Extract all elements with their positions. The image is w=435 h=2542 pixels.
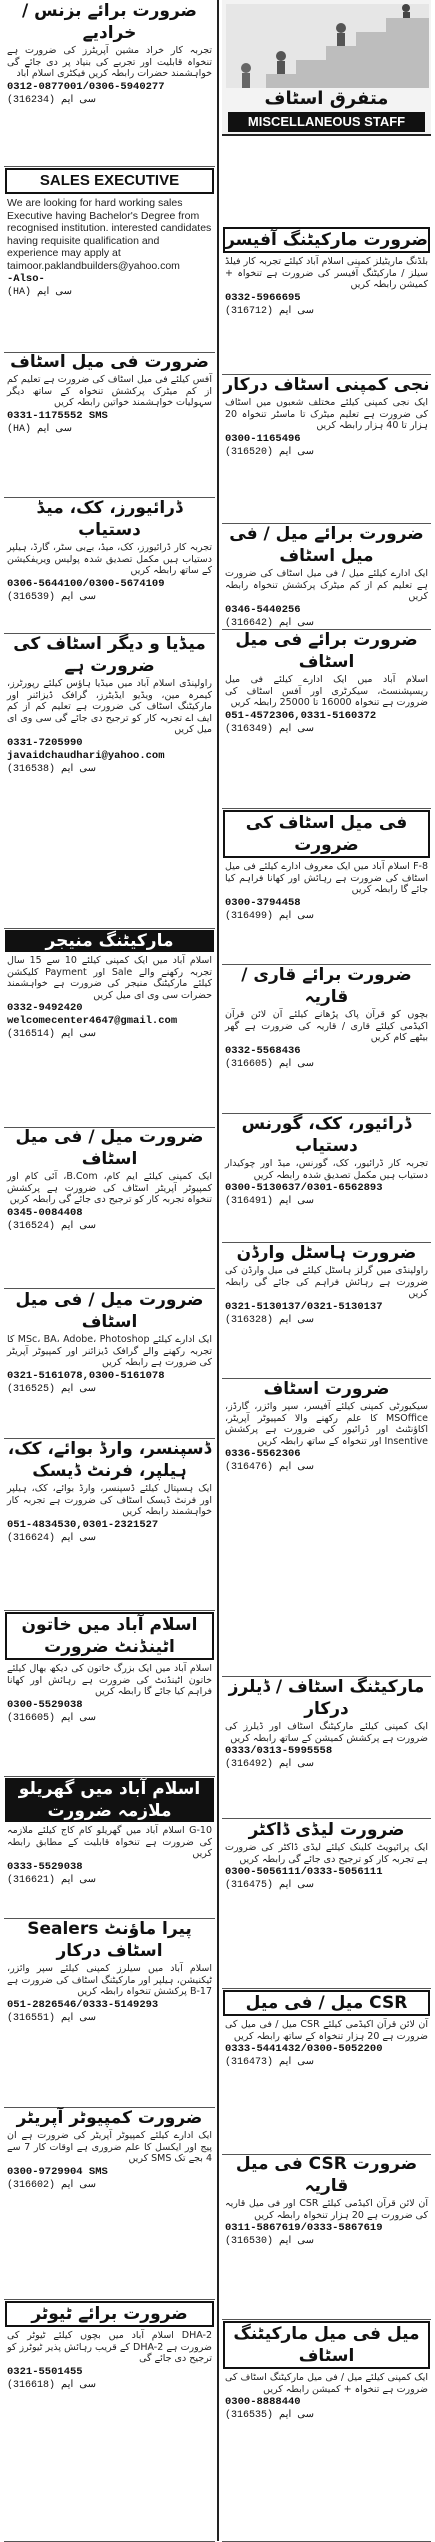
ad-title: ضرورت برائے بزنس / خرادیے <box>22 1 197 43</box>
ad-body: راولپنڈی میں گرلز ہاسٹل کیلئے فی میل وارڈن کی ضرورت ہے رہائش فراہم کی جائے گی رابطہ کریں <box>225 1265 428 1299</box>
ad-contact: 0333-5529038 <box>7 1860 83 1873</box>
ad-title: پیرا ماؤنٹ Sealers اسٹاف درکار <box>27 1919 192 1961</box>
ad-body: ایک کمپنی کیلئے مارکیٹنگ اسٹاف اور ڈیلرز کی ضرورت ہے پرکشش کمیشن کے ساتھ رابطہ کریں <box>225 1721 428 1744</box>
classified-ad <box>4 1438 215 1611</box>
ad-title: میڈیا و دیگر اسٹاف کی ضرورت ہے <box>13 634 206 676</box>
classified-ad <box>4 2299 215 2542</box>
ad-contact: 0311-5867619/0333-5867619 <box>225 2222 383 2234</box>
ad-title: مارکیٹنگ اسٹاف / ڈیلرز درکار <box>228 1677 425 1719</box>
ad-body: ایک ادارے کیلئے کمپیوٹر آپریٹر کی ضرورت ہے ان پیج اور ایکسل کا علم ضروری ہے اوقات کار 7 سے 4 بجے تک SMS کریں <box>7 2130 212 2164</box>
classified-ad <box>4 497 215 634</box>
staircase-illustration <box>226 4 429 88</box>
ad-contact: 0333-5441432/0300-5052200 <box>225 2043 383 2055</box>
right-column <box>222 0 431 2541</box>
ad-reference: (316234) سی ایم <box>7 94 96 106</box>
classified-ad <box>4 928 215 1128</box>
ad-body: اسلام آباد میں سیلرز کمپنی کیلئے سپر وائزر، ٹیکنیشن، ہیلپر اور مارکیٹنگ اسٹاف کی ضرورت ہے B-17 پرکشش تنخواہ رابطہ کریں <box>7 1963 212 1997</box>
ad-title: SALES EXECUTIVE <box>5 168 214 194</box>
ad-reference: (316539) سی ایم <box>7 591 96 603</box>
ad-reference: (316602) سی ایم <box>7 2179 96 2191</box>
ad-reference: (316520) سی ایم <box>225 446 314 458</box>
classified-ad <box>4 1610 215 1777</box>
ad-body: اسلام آباد میں ایک بزرگ خاتون کی دیکھ بھال کیلئے خاتون اٹینڈنٹ کی ضرورت ہے رہائش اور کھانا فراہم کیا جائے گا رابطہ کریں <box>7 1663 212 1697</box>
ad-title: ڈرائیور، کک، گورنس دستیاب <box>241 1114 412 1156</box>
ad-reference: (316491) سی ایم <box>225 1196 314 1207</box>
ad-contact: 051-2826546/0333-5149293 <box>7 1998 159 2011</box>
ad-body: ایک ہسپتال کیلئے ڈسپنسر، وارڈ بوائے، کک، ہیلپر اور فرنٹ ڈیسک اسٹاف کی ضرورت ہے تجربہ کار خواہشمند رابطہ کریں <box>7 1483 212 1517</box>
ad-contact: 0332-5568436 <box>225 1044 301 1057</box>
classified-ad <box>4 1776 215 1919</box>
ad-reference: (316712) سی ایم <box>225 305 314 317</box>
ad-body: ایک ادارے کیلئے میل / فی میل اسٹاف کی ضرورت ہے تعلیم کم از کم میٹرک پرکشش تنخواہ رابطہ کریں <box>225 568 428 602</box>
ad-body: ایک نجی کمپنی کیلئے مختلف شعبوں میں اسٹاف کی ضرورت ہے تعلیم میٹرک تا ماسٹر تنخواہ 20 ہزار تا 40 ہزار رابطہ کریں <box>225 397 428 431</box>
ad-body: G-10 اسلام آباد میں گھریلو کام کاج کیلئے ملازمہ کی ضرورت ہے تنخواہ قابلیت کے مطابق رابطہ کریں <box>7 1825 212 1859</box>
ad-body: آفس کیلئے فی میل اسٹاف کی ضرورت ہے تعلیم کم از کم میٹرک پرکشش تنخواہ کے ساتھ دیگر سہولیات خواہشمند خواتین رابطہ کریں <box>7 374 212 408</box>
ad-contact: 0345-0084408 <box>7 1206 83 1219</box>
classified-ad <box>222 2153 431 2320</box>
classified-ad <box>222 1819 431 1989</box>
ad-body: ایک کمپنی کیلئے میل / فی میل مارکیٹنگ اسٹاف کی ضرورت ہے تنخواہ + کمیشن رابطہ کریں <box>225 2372 428 2395</box>
ad-reference: (316328) سی ایم <box>225 1314 314 1326</box>
section-banner <box>222 0 431 136</box>
ad-contact: 0331-7205990 javaidchaudhari@yahoo.com <box>7 736 165 762</box>
ad-body: DHA-2 اسلام آباد میں بچوں کیلئے ٹیوٹر کی ضرورت ہے DHA-2 کے قریب رہائش پذیر ٹیوٹرز کو ترجیح دی جائے گی <box>7 2330 213 2364</box>
ad-contact: 0346-5440256 <box>225 603 301 616</box>
ad-body: ایک ادارے کیلئے MSc، BA، Adobe، Photoshop کا تجربہ رکھنے والے گرافک ڈیزائنر اور کمپیوٹر آپریٹر کی ضرورت ہے رابطہ کریں <box>7 1334 213 1368</box>
ad-title: ضرورت برائے فی میل اسٹاف <box>235 630 418 672</box>
ad-contact: 0300-8888440 <box>225 2396 301 2408</box>
ad-body: ایک کمپنی کیلئے ایم کام، B.Com، آئی کام اور کمپیوٹر آپریٹر اسٹاف کی ضرورت ہے پرکشش تنخواہ تجربہ کار کو ترجیح دی جائے گی رابطہ کریں <box>7 1171 212 1205</box>
ad-title: ضرورت میل / فی میل اسٹاف <box>15 1290 204 1332</box>
ad-reference: (316618) سی ایم <box>7 2379 96 2391</box>
ad-title: ڈسپنسر، وارڈ بوائے، کک، ہیلپر، فرنٹ ڈیسک <box>7 1439 212 1481</box>
ad-reference: (316525) سی ایم <box>7 1383 96 1395</box>
ad-reference: (316624) سی ایم <box>7 1532 96 1544</box>
ad-title: ضرورت ہاسٹل وارڈن <box>236 1243 417 1263</box>
banner-title-urdu: متفرق اسٹاف <box>264 88 389 109</box>
ad-title: ڈرائیورز، کک، میڈ دستیاب <box>36 498 183 540</box>
ad-contact: 0331-1175552 SMS <box>7 409 108 422</box>
ad-title: مارکیٹنگ منیجر <box>5 930 214 952</box>
classified-ad <box>222 808 431 965</box>
classified-ad <box>4 351 215 498</box>
ad-contact: 051-4572306,0331-5160372 <box>225 709 377 722</box>
ad-title: ضرورت برائے قاری / قاریہ <box>241 965 412 1007</box>
ad-title: CSR میل / فی میل <box>223 1990 430 2016</box>
ad-title: اسلام آباد میں خاتون اٹینڈنٹ ضرورت <box>5 1612 214 1660</box>
classified-ad <box>4 1126 215 1289</box>
ad-contact: 051-4834530,0301-2321527 <box>7 1518 159 1531</box>
ad-contact: 0332-9492420 welcomecenter4647@gmail.com <box>7 1002 178 1027</box>
ad-title: ضرورت برائے میل / فی میل اسٹاف <box>229 524 424 566</box>
ad-contact: 0300-1165496 <box>225 432 301 445</box>
ad-body: تجربہ کار خراد مشین آپریٹرز کی ضرورت ہے تنخواہ قابلیت اور تجربے کی بنیاد پر دی جائے گی خواہشمند حضرات رابطہ کریں فیکٹری اسلام آباد <box>7 45 212 79</box>
classified-ad <box>222 1676 431 1819</box>
classified-ad <box>222 523 431 630</box>
classified-ad <box>222 1113 431 1243</box>
classified-ad <box>222 1378 431 1677</box>
left-column <box>4 0 215 2541</box>
classified-ad <box>222 1242 431 1379</box>
ad-title: نجی کمپنی اسٹاف درکار <box>223 375 430 395</box>
classified-ad <box>4 1918 215 2108</box>
ad-contact: 0306-5644100/0300-5674109 <box>7 577 165 590</box>
ad-contact: 0333/0313-5995558 <box>225 1745 333 1757</box>
ad-title: ضرورت اسٹاف <box>263 1379 390 1399</box>
ad-contact: 0312-0877001/0306-5940277 <box>7 80 165 93</box>
classified-ad <box>222 964 431 1114</box>
ad-title: میل فی میل مارکیٹنگ اسٹاف <box>223 2321 430 2369</box>
classified-ad <box>222 1988 431 2155</box>
ad-reference: (316524) سی ایم <box>7 1220 96 1232</box>
classified-ad <box>222 2319 431 2542</box>
ad-contact: 0321-5130137/0321-5130137 <box>225 1300 383 1313</box>
ad-contact: -Also- <box>7 273 45 285</box>
ad-reference: (316530) سی ایم <box>225 2236 314 2247</box>
ad-reference: (316605) سی ایم <box>225 1058 314 1070</box>
ad-contact: 0336-5562306 <box>225 1448 301 1460</box>
ad-contact: 0332-5966695 <box>225 291 301 304</box>
ad-body: ایک پرائیویٹ کلینک کیلئے لیڈی ڈاکٹر کی ضرورت ہے تجربہ کار کو ترجیح دی جائے گی رابطہ کریں <box>225 1842 428 1865</box>
ad-contact: 0300-5056111/0333-5056111 <box>225 1866 383 1878</box>
ad-reference: (HA) سی ایم <box>7 423 72 435</box>
ad-contact: 0300-5130637/0301-6562893 <box>225 1182 383 1194</box>
ad-contact: 0321-5161078,0300-5161078 <box>7 1369 165 1382</box>
ad-reference: (HA) سی ایم <box>7 287 72 298</box>
classified-ad <box>4 0 215 167</box>
ad-body: بچوں کو قرآن پاک پڑھانے کیلئے آن لائن قرآن اکیڈمی کیلئے قاری / قاریہ کی ضرورت ہے گھر بیٹھے کام کریں <box>225 1009 428 1043</box>
ad-body: اسلام آباد میں ایک کمپنی کیلئے 10 سے 15 سال تجربہ رکھنے والے Sale اور Payment کلیکشن کیلئے مارکیٹنگ منیجر کی ضرورت ہے خواہشمند حضرات سی وی ای میل کریں <box>7 955 212 1001</box>
ad-reference: (316349) سی ایم <box>225 723 314 735</box>
ad-reference: (316475) سی ایم <box>225 1880 314 1891</box>
classified-ad <box>4 2107 215 2300</box>
ad-contact: 0321-5501455 <box>7 2365 83 2378</box>
ad-title: ضرورت میل / فی میل اسٹاف <box>15 1127 204 1169</box>
banner-title-english: MISCELLANEOUS STAFF <box>228 112 425 132</box>
classified-ad <box>222 374 431 524</box>
ad-body: آن لائن قرآن اکیڈمی کیلئے CSR اور فی میل قاریہ کی ضرورت ہے 20 ہزار تنخواہ رابطہ کریں <box>225 2198 428 2221</box>
ad-body: بلڈنگ ماریٹیلز کمپنی اسلام آباد کیلئے تجربہ کار فیلڈ سیلز / مارکیٹنگ آفیسر کی ضرورت ہے تنخواہ + کمیشن رابطہ کریں <box>225 256 428 290</box>
ad-title: فی میل اسٹاف کی ضرورت <box>223 810 430 858</box>
ad-contact: 0300-5529038 <box>7 1698 83 1711</box>
ad-reference: (316605) سی ایم <box>7 1712 96 1724</box>
ad-title: ضرورت فی میل اسٹاف <box>10 352 209 372</box>
classified-ad <box>222 225 431 375</box>
ad-title: اسلام آباد میں گھریلو ملازمہ ضرورت <box>5 1778 214 1822</box>
ad-body: تجربہ کار ڈرائیورز، کک، میڈ، بےبی سٹر، گارڈ، ہیلپر دستیاب ہیں مکمل تصدیق شدہ پولیس ویریفکیشن کے ساتھ رابطہ کریں <box>7 542 212 576</box>
ad-reference: (316473) سی ایم <box>225 2057 314 2068</box>
ad-contact: 0300-3794458 <box>225 896 301 909</box>
ad-body: تجربہ کار ڈرائیور، کک، گورنس، میڈ اور چوکیدار دستیاب ہیں مکمل تصدیق شدہ رابطہ کریں <box>225 1158 428 1181</box>
ad-body: F-8 اسلام آباد میں ایک معروف ادارے کیلئے فی میل اسٹاف کی ضرورت ہے رہائش اور کھانا فراہم کیا جائے گا رابطہ کریں <box>225 861 428 895</box>
classified-ad <box>222 629 431 809</box>
ad-body: We are looking for hard working sales Executive having Bachelor's Degree from recognised institution. interested candidates having requisite qualification and experience may apply at taimoor.paklandbuilders@yahoo.com <box>7 197 212 272</box>
classified-ad <box>4 1289 215 1439</box>
ad-title: ضرورت مارکیٹنگ آفیسر <box>223 227 430 253</box>
ad-title: ضرورت CSR فی میل قاریہ <box>235 2154 418 2196</box>
classified-ad <box>4 166 215 353</box>
ad-reference: (316476) سی ایم <box>225 1462 314 1473</box>
ad-body: سیکیورٹی کمپنی کیلئے آفیسر، سپر وائزر، گارڈز، MSOffice کا علم رکھنے والا کمپیوٹر آپریٹر، اکاؤنٹنٹ اور ڈرائیور کی ضرورت ہے پرکشش Insentive اور تنخواہ کے ساتھ رابطہ کریں <box>225 1401 428 1447</box>
ad-contact: 0300-9729904 SMS <box>7 2165 108 2178</box>
ad-reference: (316551) سی ایم <box>7 2012 96 2024</box>
ad-reference: (316514) سی ایم <box>7 1029 96 1040</box>
ad-reference: (316535) سی ایم <box>225 2410 314 2421</box>
ad-reference: (316492) سی ایم <box>225 1759 314 1770</box>
ad-title: ضرورت برائے ٹیوٹر <box>5 2301 214 2327</box>
ad-title: ضرورت لیڈی ڈاکٹر <box>248 1820 405 1840</box>
ad-body: راولپنڈی اسلام آباد میں میڈیا ہاؤس کیلئے رپورٹرز، کیمرہ مین، ویڈیو ایڈیٹرز، گرافک ڈیزائنر اور مارکیٹنگ اسٹاف کی ضرورت ہے تعلیم کم از کم ایف اے تجربہ کار کو ترجیح دی جائے گی سی وی ای میل کریں <box>7 678 212 735</box>
ad-reference: (316538) سی ایم <box>7 763 96 775</box>
ad-reference: (316642) سی ایم <box>225 617 314 629</box>
column-divider <box>217 0 219 2541</box>
ad-reference: (316499) سی ایم <box>225 910 314 922</box>
ad-title: ضرورت کمپیوٹر آپریٹر <box>16 2108 203 2128</box>
ad-reference: (316621) سی ایم <box>7 1874 96 1886</box>
ad-body: آن لائن قرآن اکیڈمی کیلئے CSR میل / فی میل کی ضرورت ہے 20 ہزار تنخواہ کے ساتھ رابطہ کریں <box>225 2019 428 2042</box>
ad-body: اسلام آباد میں ایک ادارے کیلئے فی میل ریسپشنسٹ، سیکرٹری اور آفس اسٹاف کی ضرورت ہے تنخواہ 16000 تا 25000 رابطہ کریں <box>225 674 428 708</box>
classified-ad <box>4 633 215 929</box>
